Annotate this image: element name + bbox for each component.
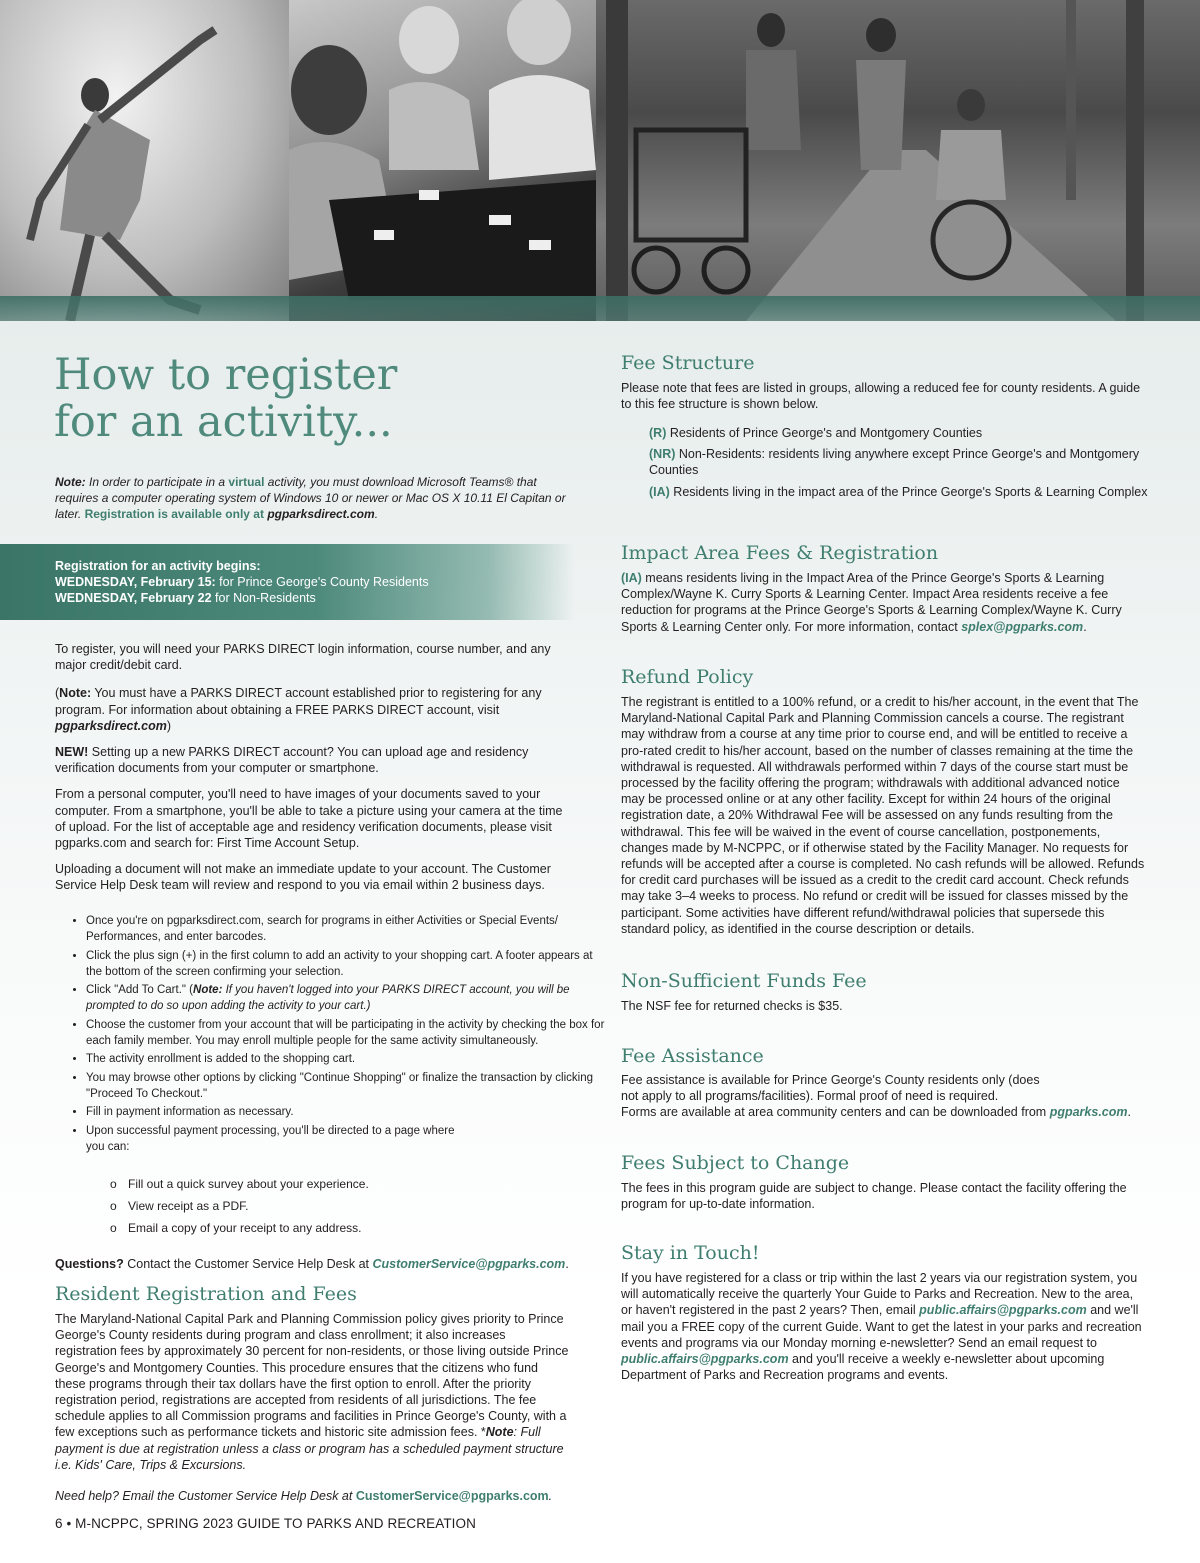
steps-list <box>55 913 606 1157</box>
option-item: o Email a copy of your receipt to any address. <box>110 1217 570 1239</box>
title-line-2: for an activity... <box>54 397 393 447</box>
registration-dates-banner <box>0 544 575 620</box>
help-line: Need help? Email the Customer Service Help Desk at CustomerService@pgparks.com. <box>55 1489 553 1503</box>
instructions-p1: To register, you will need your PARKS DIRECT login information, course number, and any major credit/debit card. <box>55 642 551 673</box>
trail-walk-photo <box>596 0 1200 321</box>
impact-area-text: (IA) means residents living in the Impact Area of the Prince George's Sports & Learning Complex/Wayne K. Curry Sports & Learning Center. Impact Area residents receive a fee reduction for programs at the Prince George's Sports & Learning Complex/Wayne K. Curry Sports & Learning Center only. For more information, contact splex@pgparks.com. <box>621 571 1122 634</box>
fee-structure-heading: Fee Structure <box>621 352 755 374</box>
photo-strip <box>0 0 1200 321</box>
step-item: • Once you're on pgparksdirect.com, search for programs in either Activities or Special Events/ Performances, and enter barcodes. <box>86 913 606 946</box>
public-affairs-email-link[interactable]: public.affairs@pgparks.com <box>919 1303 1087 1318</box>
page-footer: 6 • M-NCPPC, SPRING 2023 GUIDE TO PARKS AND RECREATION <box>55 1516 476 1531</box>
banner-line-2: WEDNESDAY, February 22 for Non-Residents <box>55 591 316 605</box>
pgparks-link[interactable]: pgparks.com <box>1049 1105 1128 1120</box>
step-item: • Click "Add To Cart." (Note: If you haven't logged into your PARKS DIRECT account, you will be prompted to do so upon adding the activity to your cart.) <box>86 982 606 1015</box>
title-line-1: How to register <box>54 350 398 400</box>
help-email-link[interactable]: CustomerService@pgparks.com <box>355 1489 549 1503</box>
resident-fees-text: The Maryland-National Capital Park and Planning Commission policy gives priority to Prince George's County residents during program and class enrollment; it also increases registration fees by approximately 30 percent for non-residents, or those living outside Prince George's and Montgomery Counties. This procedure ensures that the citizens who fund these programs through their tax dollars have the first option to enroll. After the priority registration period, registrations are accepted from residents of all jurisdictions. The fee schedule applies to all Commission programs and facilities in Prince George's County, with a few exceptions such as performance tickets and historic site admission fees. *Note: Full payment is due at registration unless a class or program has a scheduled payment structure i.e. Kids' Care, Trips & Excursions. <box>55 1312 569 1472</box>
virtual-note <box>55 474 570 522</box>
photo-band <box>0 296 1200 321</box>
virtual-link[interactable]: virtual <box>228 475 265 489</box>
instructions-p2: (Note: You must have a PARKS DIRECT account established prior to registering for any program. For information about obtaining a FREE PARKS DIRECT account, visit pgparksdirect.com) <box>55 686 542 733</box>
fees-change-text: The fees in this program guide are subject to change. Please contact the facility offering the program for up-to-date information. <box>621 1181 1127 1212</box>
stay-in-touch-heading: Stay in Touch! <box>621 1242 760 1264</box>
nsf-heading: Non-Sufficient Funds Fee <box>621 970 867 992</box>
refund-policy-heading: Refund Policy <box>621 666 754 688</box>
trail-scene <box>596 0 1200 321</box>
instructions-p5: Uploading a document will not make an immediate update to your account. The Customer Service Help Desk team will review and respond to you via email within 2 business days. <box>55 862 551 893</box>
fee-assistance-text: Fee assistance is available for Prince George's County residents only (does not apply to all programs/facilities). Formal proof of need is required. Forms are available at area community centers and can be downloaded from pgparks.com. <box>621 1073 1131 1120</box>
banner-heading: Registration for an activity begins: <box>55 559 261 573</box>
refund-policy-text: The registrant is entitled to a 100% refund, or a credit to his/her account, in the event that The Maryland-National Capital Park and Planning Commission cancels a course. The registrant may withdraw from a course at any time prior to course end, and will be entitled to receive a pro-rated credit to his/her account, based on the number of classes remaining at the time the withdrawal is requested. All withdrawals performed within 7 days of the course start must be processed by the facility offering the program; withdrawals with additional advanced notice may be processed online or at any other facility. Except for within 24 hours of the original registration date, a 20% Withdrawal Fee will be assessed on any funds resulting from the withdrawal. This fee will be waived in the event of course cancellation, postponements, changes made by M-NCPPC, or if otherwise stated by the Facility Manager. No requests for refunds will be accepted after a course is completed. No cash refunds will be allowed. Refunds for credit card purchases will be issued as a credit to the credit card account. Check refunds may take 3–4 weeks to process. No refund or credit will be issued for classes missed by the participant. Some activities have different refund/withdrawal policies that supersede this standard policy, as identified in the course description or details. <box>621 695 1145 936</box>
note-end: . <box>374 507 379 521</box>
fee-structure-text: Please note that fees are listed in groups, allowing a reduced fee for county residents. A guide to this fee structure is shown below. <box>621 381 1141 412</box>
parks-direct-link[interactable]: pgparksdirect.com <box>55 718 167 733</box>
step-item: • You may browse other options by clicking "Continue Shopping" or finalize the transaction by clicking "Proceed To Checkout." <box>86 1070 606 1103</box>
step-item: • Fill in payment information as necessary. <box>86 1104 606 1120</box>
option-item: o View receipt as a PDF. <box>110 1195 570 1217</box>
note-site-link[interactable]: pgparksdirect.com <box>267 507 375 521</box>
step-item: • Upon successful payment processing, you'll be directed to a page where you can: <box>86 1123 476 1156</box>
stay-in-touch-text: If you have registered for a class or trip within the last 2 years via our registration system, you will automatically receive the quarterly Your Guide to Parks and Recreation. New to the area, or haven't registered in the past 2 years? Then, email public.affairs@pgparks.com and we'll mail you a FREE copy of the current Guide. Want to get the latest in your parks and recreation events and programs via our Monday morning e-newsletter? Send an email request to public.affairs@pgparks.com and you'll receive a weekly e-newsletter about upcoming Department of Parks and Recreation programs and events. <box>621 1271 1142 1383</box>
fee-assistance-heading: Fee Assistance <box>621 1045 764 1067</box>
impact-area-heading: Impact Area Fees & Registration <box>621 542 939 564</box>
instructions-p3: NEW! Setting up a new PARKS DIRECT account? You can upload age and residency verification documents from your computer or smartphone. <box>55 745 529 776</box>
note-registration-text: Registration is available only at <box>84 507 268 521</box>
fee-category: (R) Residents of Prince George's and Montgomery Counties <box>649 426 983 440</box>
fee-categories <box>649 425 1149 505</box>
step-item: • Choose the customer from your account that will be participating in the activity by checking the box for each family member. You may enroll multiple people for the same activity simultaneously. <box>86 1017 606 1050</box>
note-text-1: In order to participate in a <box>85 475 229 489</box>
nsf-text: The NSF fee for returned checks is $35. <box>621 999 843 1013</box>
fee-category: (NR) Non-Residents: residents living anywhere except Prince George's and Montgomery Counties <box>649 447 1140 478</box>
page-title <box>54 352 397 446</box>
note-label: Note: <box>55 475 86 489</box>
resident-fees-heading: Resident Registration and Fees <box>55 1283 357 1305</box>
step-item: • The activity enrollment is added to the shopping cart. <box>86 1051 606 1067</box>
dominoes-scene <box>289 0 596 321</box>
splex-email-link[interactable]: splex@pgparks.com <box>961 619 1084 634</box>
step-item: • Click the plus sign (+) in the first column to add an activity to your shopping cart. A footer appears at the bottom of the screen confirming your selection. <box>86 948 606 981</box>
fee-category: (IA) Residents living in the impact area of the Prince George's Sports & Learning Complex <box>649 484 1148 499</box>
banner-line-1: WEDNESDAY, February 15: for Prince George's County Residents <box>55 575 429 589</box>
note-text-2: activity, you must download Microsoft Teams® that requires a computer operating system of Windows 10 or newer or Mac OS X 10.11 El Capitan or later. <box>55 475 566 521</box>
questions-line: Questions? Contact the Customer Service Help Desk at CustomerService@pgparks.com. <box>55 1257 569 1271</box>
dominoes-photo <box>289 0 596 321</box>
option-item: o Fill out a quick survey about your experience. <box>110 1173 570 1195</box>
post-payment-options <box>110 1173 570 1239</box>
dancer-silhouette <box>0 0 289 321</box>
dancer-photo <box>0 0 289 321</box>
public-affairs-email-link[interactable]: public.affairs@pgparks.com <box>621 1352 789 1367</box>
customer-service-email-link[interactable]: CustomerService@pgparks.com <box>372 1257 566 1271</box>
fees-change-heading: Fees Subject to Change <box>621 1152 850 1174</box>
instructions-p4: From a personal computer, you'll need to have images of your documents saved to your computer. From a smartphone, you'll be able to take a picture using your camera at the time of upload. For the list of acceptable age and residency verification documents, please visit pgparks.com and search for: First Time Account Setup. <box>55 787 563 851</box>
registration-instructions <box>55 641 570 904</box>
